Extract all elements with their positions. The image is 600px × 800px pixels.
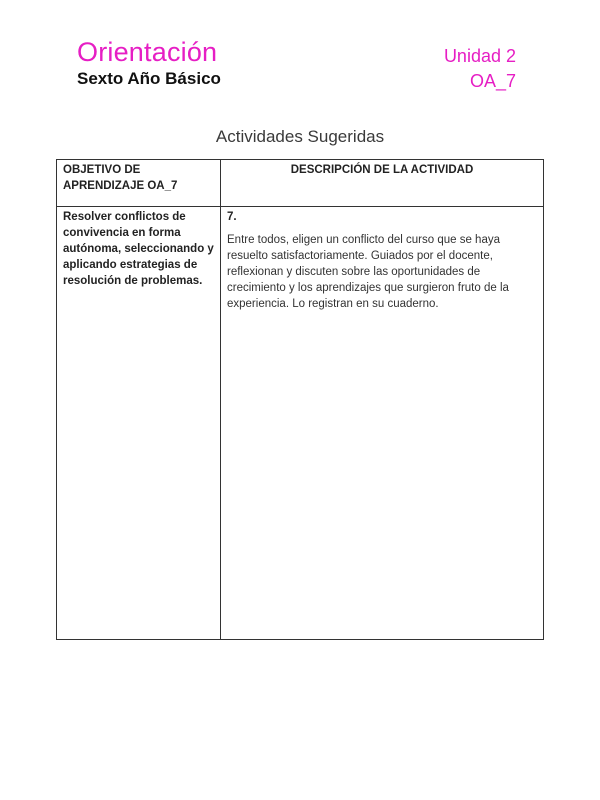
unit-label: Unidad 2 bbox=[443, 46, 516, 66]
column-header-descripcion: DESCRIPCIÓN DE LA ACTIVIDAD bbox=[221, 160, 544, 207]
header-right bbox=[444, 45, 516, 92]
activity-number: 7. bbox=[227, 211, 237, 223]
activity-description: Entre todos, eligen un conflicto del curso que se haya resuelto satisfactoriamente. Guiados por el docente, reflexionan y discuten sobre las oportunidades de crecimiento y los aprendizajes que surgieron fruto de la experiencia. Lo registran en su cuaderno. bbox=[227, 234, 509, 310]
description-cell bbox=[221, 207, 544, 640]
table-header-row bbox=[57, 160, 544, 207]
header-left bbox=[77, 36, 221, 89]
section-title: Actividades Sugeridas bbox=[215, 127, 385, 146]
oa-label: OA_7 bbox=[469, 71, 516, 91]
column-header-objetivo: OBJETIVO DE APRENDIZAJE OA_7 bbox=[57, 160, 221, 207]
subject-title: Orientación bbox=[77, 37, 218, 67]
table-row bbox=[57, 207, 544, 640]
activity-table bbox=[56, 159, 544, 640]
objective-cell bbox=[57, 207, 221, 640]
objective-text: Resolver conflictos de convivencia en forma autónoma, seleccionando y aplicando estrategias de resolución de problemas. bbox=[63, 211, 214, 287]
grade-label: Sexto Año Básico bbox=[77, 69, 221, 88]
